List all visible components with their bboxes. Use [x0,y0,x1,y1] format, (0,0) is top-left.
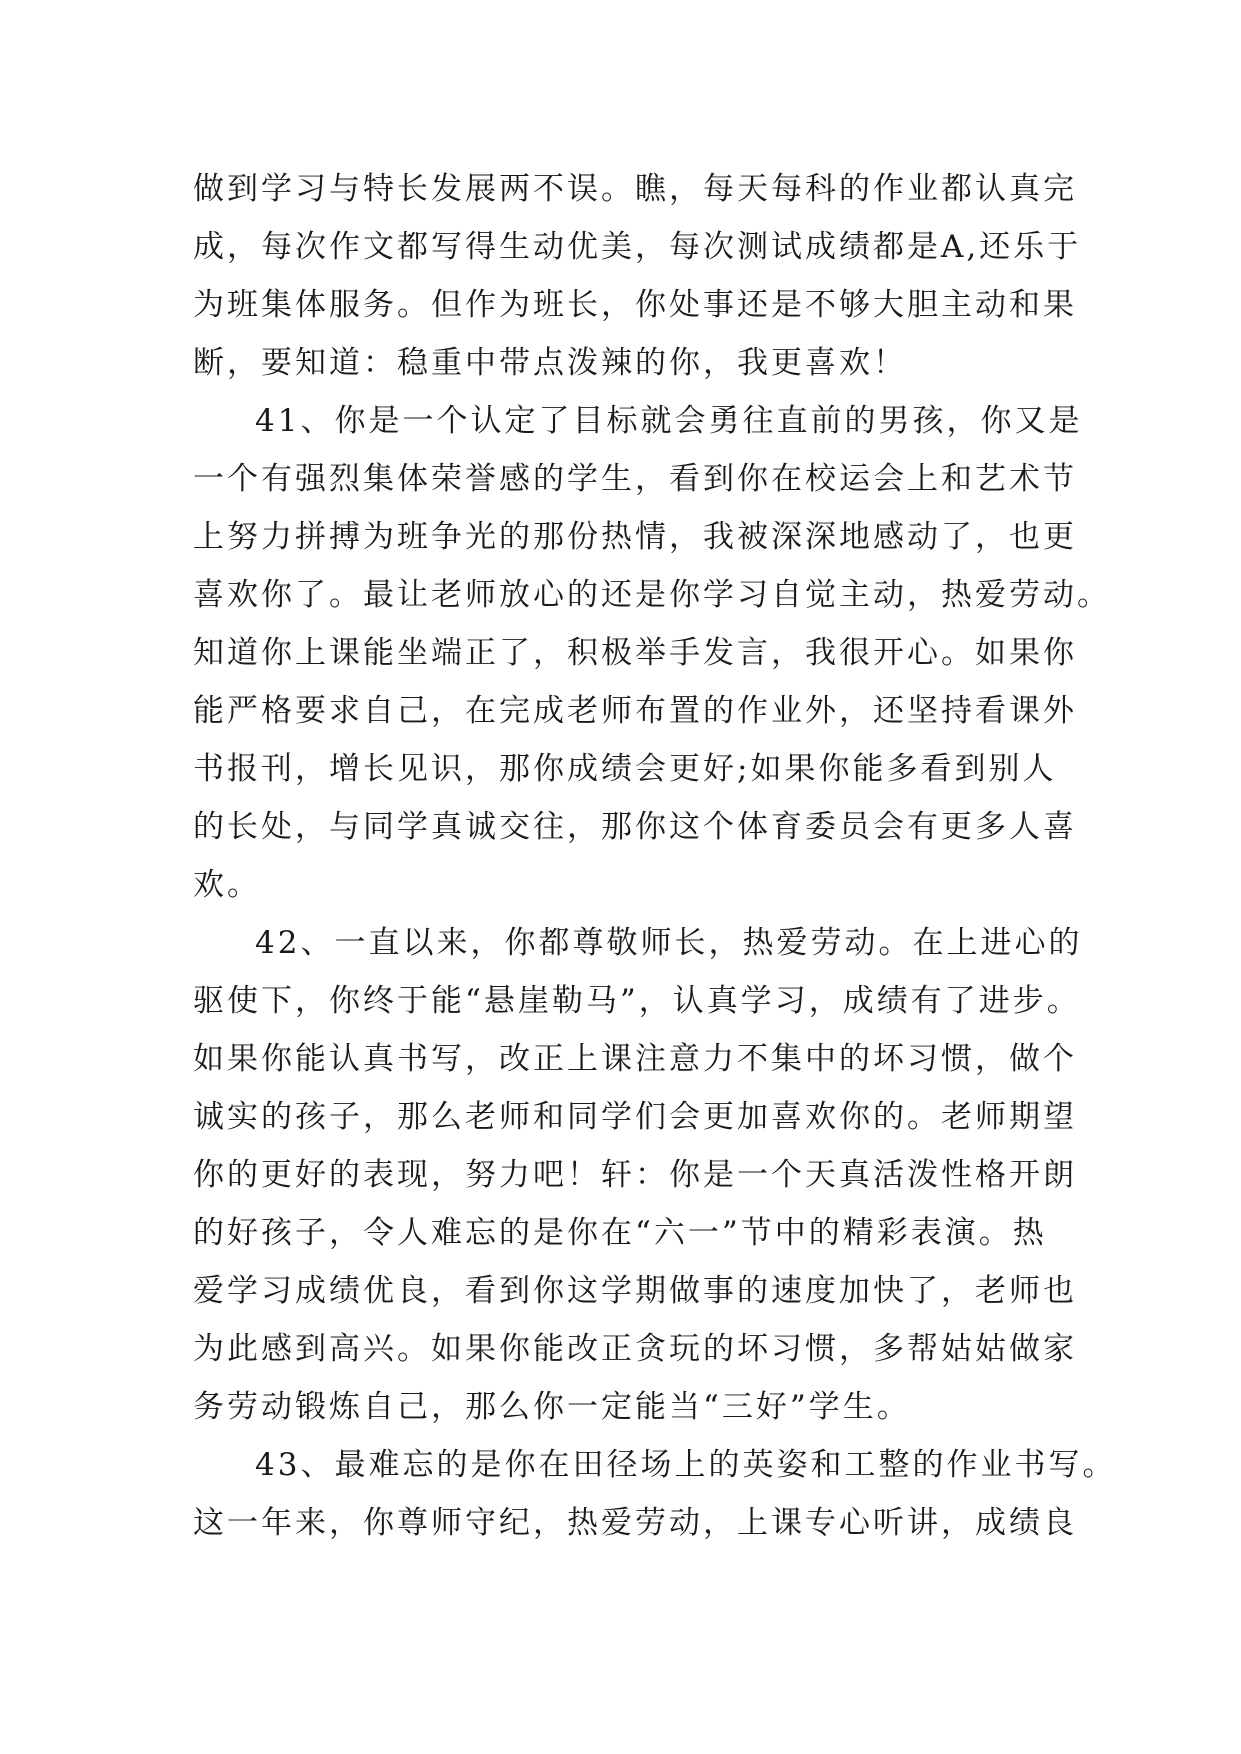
text-line: 为此感到高兴。如果你能改正贪玩的坏习惯，多帮姑姑做家 [193,1331,1077,1367]
text-line: 欢。 [193,867,261,903]
text-line: 一个有强烈集体荣誉感的学生，看到你在校运会上和艺术节 [193,461,1077,497]
text-line: 这一年来，你尊师守纪，热爱劳动，上课专心听讲，成绩良 [193,1505,1077,1541]
text-line: 断，要知道：稳重中带点泼辣的你，我更喜欢！ [193,345,907,381]
text-line: 成，每次作文都写得生动优美，每次测试成绩都是A,还乐于 [193,229,1082,265]
text-line: 驱使下，你终于能“悬崖勒马”，认真学习，成绩有了进步。 [193,983,1081,1019]
text-line: 的好孩子，令人难忘的是你在“六一”节中的精彩表演。热 [193,1215,1047,1251]
text-line: 你的更好的表现，努力吧！轩：你是一个天真活泼性格开朗 [193,1157,1077,1193]
document-body [193,160,1117,1552]
paragraph-41-first-line: 41、你是一个认定了目标就会勇往直前的男孩，你又是 [255,403,1083,439]
text-line: 上努力拼搏为班争光的那份热情，我被深深地感动了，也更 [193,519,1077,555]
text-line: 能严格要求自己，在完成老师布置的作业外，还坚持看课外 [193,693,1077,729]
text-line: 做到学习与特长发展两不误。瞧，每天每科的作业都认真完 [193,171,1077,207]
text-line: 爱学习成绩优良，看到你这学期做事的速度加快了，老师也 [193,1273,1077,1309]
text-line: 如果你能认真书写，改正上课注意力不集中的坏习惯，做个 [193,1041,1077,1077]
text-line: 的长处，与同学真诚交往，那你这个体育委员会有更多人喜 [193,809,1077,845]
paragraph-42-first-line: 42、一直以来，你都尊敬师长，热爱劳动。在上进心的 [255,925,1083,961]
text-line: 诚实的孩子，那么老师和同学们会更加喜欢你的。老师期望 [193,1099,1077,1135]
text-line: 书报刊，增长见识，那你成绩会更好;如果你能多看到别人 [193,751,1057,787]
text-line: 为班集体服务。但作为班长，你处事还是不够大胆主动和果 [193,287,1077,323]
text-line: 务劳动锻炼自己，那么你一定能当“三好”学生。 [193,1389,911,1425]
text-line: 喜欢你了。最让老师放心的还是你学习自觉主动，热爱劳动。 [193,577,1111,613]
paragraph-43-first-line: 43、最难忘的是你在田径场上的英姿和工整的作业书写。 [255,1447,1117,1483]
text-line: 知道你上课能坐端正了，积极举手发言，我很开心。如果你 [193,635,1077,671]
